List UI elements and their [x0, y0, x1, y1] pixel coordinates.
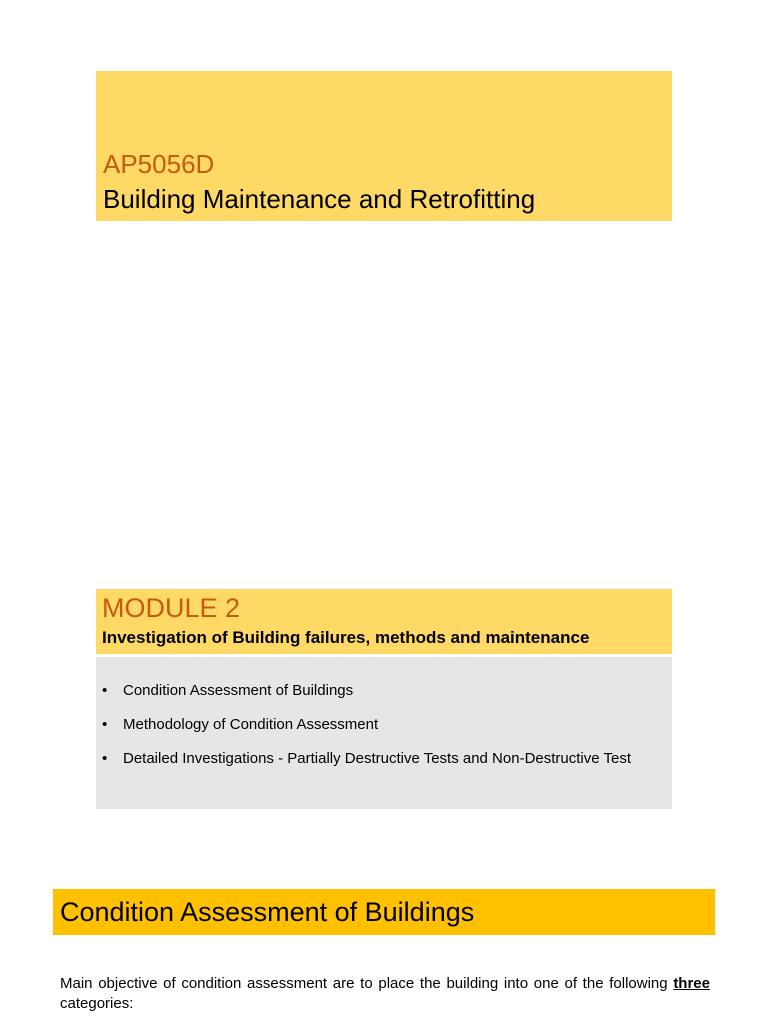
paragraph-text-end: categories:: [60, 995, 134, 1012]
module-topic-text: Condition Assessment of Buildings: [123, 682, 354, 699]
module-header: [96, 589, 672, 654]
module-subtitle: Investigation of Building failures, methods and maintenance: [102, 628, 590, 647]
section-paragraph: [60, 974, 710, 1014]
module-topic-item: [102, 742, 662, 776]
paragraph-text-start: Main objective of condition assessment are to place the building into one of the following: [60, 975, 674, 992]
bullet-icon: •: [102, 716, 108, 733]
module-topics-panel: [96, 657, 672, 809]
module-topic-text: Detailed Investigations - Partially Destructive Tests and Non-Destructive Test: [123, 750, 632, 767]
module-topic-list: [102, 674, 662, 776]
section-title: Condition Assessment of Buildings: [60, 897, 475, 927]
course-title: Building Maintenance and Retrofitting: [103, 184, 536, 214]
module-topic-text: Methodology of Condition Assessment: [123, 716, 379, 733]
module-topic-item: [102, 674, 662, 708]
module-topic-item: [102, 708, 662, 742]
course-code: AP5056D: [103, 149, 215, 179]
bullet-icon: •: [102, 682, 108, 699]
bullet-icon: •: [102, 750, 108, 767]
module-title: MODULE 2: [102, 593, 241, 623]
section-header: [53, 889, 715, 935]
course-title-banner: [96, 71, 672, 221]
paragraph-emphasis: three: [673, 975, 710, 992]
